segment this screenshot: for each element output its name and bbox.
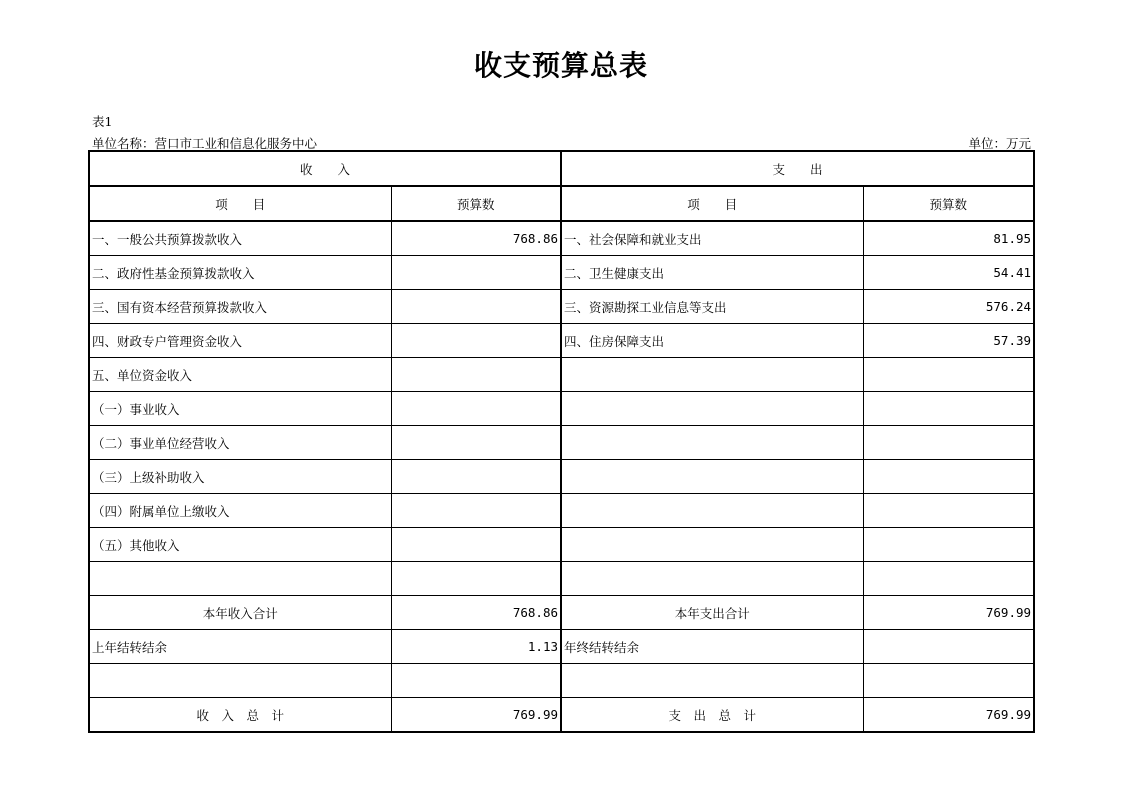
expense-value-cell <box>863 562 1034 596</box>
expense-item-cell: 一、社会保障和就业支出 <box>561 221 863 256</box>
expense-item-header: 项 目 <box>561 186 863 221</box>
income-item-cell: （二）事业单位经营收入 <box>89 426 391 460</box>
income-item-cell: （五）其他收入 <box>89 528 391 562</box>
income-item-cell: （四）附属单位上缴收入 <box>89 494 391 528</box>
expense-value-cell <box>863 528 1034 562</box>
income-item-cell: 二、政府性基金预算拨款收入 <box>89 256 391 290</box>
income-value-cell: 768.86 <box>391 596 561 630</box>
expense-value-cell <box>863 630 1034 664</box>
income-item-cell: 四、财政专户管理资金收入 <box>89 324 391 358</box>
income-item-cell <box>89 664 391 698</box>
income-header: 收 入 <box>89 151 561 186</box>
expense-value-cell <box>863 358 1034 392</box>
income-value-cell <box>391 426 561 460</box>
expense-value-cell <box>863 664 1034 698</box>
expense-budget-header: 预算数 <box>863 186 1034 221</box>
expense-item-cell: 三、资源勘探工业信息等支出 <box>561 290 863 324</box>
income-budget-header: 预算数 <box>391 186 561 221</box>
expense-value-cell: 769.99 <box>863 596 1034 630</box>
table-row <box>89 256 1034 290</box>
income-value-cell <box>391 324 561 358</box>
expense-item-cell <box>561 494 863 528</box>
income-item-cell: 收 入 总 计 <box>89 698 391 733</box>
expense-item-cell <box>561 392 863 426</box>
income-item-cell: 上年结转结余 <box>89 630 391 664</box>
expense-value-cell <box>863 392 1034 426</box>
table-row <box>89 392 1034 426</box>
income-value-cell <box>391 562 561 596</box>
table-row <box>89 460 1034 494</box>
expense-item-cell: 四、住房保障支出 <box>561 324 863 358</box>
table-number: 表1 <box>92 114 113 129</box>
income-value-cell <box>391 358 561 392</box>
income-value-cell <box>391 460 561 494</box>
expense-item-cell: 二、卫生健康支出 <box>561 256 863 290</box>
table-row <box>89 358 1034 392</box>
expense-item-cell: 年终结转结余 <box>561 630 863 664</box>
expense-item-cell <box>561 358 863 392</box>
year-total-row <box>89 596 1034 630</box>
expense-value-cell: 576.24 <box>863 290 1034 324</box>
expense-value-cell <box>863 494 1034 528</box>
income-item-cell: 五、单位资金收入 <box>89 358 391 392</box>
income-item-cell: 三、国有资本经营预算拨款收入 <box>89 290 391 324</box>
expense-item-cell <box>561 426 863 460</box>
income-value-cell <box>391 290 561 324</box>
table-row <box>89 324 1034 358</box>
table-row <box>89 426 1034 460</box>
header-row-columns <box>89 186 1034 221</box>
income-value-cell: 768.86 <box>391 221 561 256</box>
blank-row <box>89 664 1034 698</box>
income-value-cell: 769.99 <box>391 698 561 733</box>
header-row-sections <box>89 151 1034 186</box>
currency-unit: 单位：万元 <box>968 136 1031 151</box>
income-value-cell: 1.13 <box>391 630 561 664</box>
expense-value-cell <box>863 426 1034 460</box>
expense-item-cell <box>561 562 863 596</box>
income-value-cell <box>391 528 561 562</box>
carry-over-row <box>89 630 1034 664</box>
table-row <box>89 290 1034 324</box>
expense-item-cell <box>561 664 863 698</box>
income-value-cell <box>391 256 561 290</box>
expense-value-cell: 81.95 <box>863 221 1034 256</box>
expense-item-cell: 支 出 总 计 <box>561 698 863 733</box>
page-title: 收支预算总表 <box>473 49 648 82</box>
budget-table <box>88 150 1035 733</box>
income-value-cell <box>391 664 561 698</box>
income-item-cell: 一、一般公共预算拨款收入 <box>89 221 391 256</box>
income-item-header: 项 目 <box>89 186 391 221</box>
income-value-cell <box>391 392 561 426</box>
table-row <box>89 494 1034 528</box>
expense-value-cell: 54.41 <box>863 256 1034 290</box>
income-value-cell <box>391 494 561 528</box>
expense-item-cell: 本年支出合计 <box>561 596 863 630</box>
expense-item-cell <box>561 528 863 562</box>
expense-value-cell <box>863 460 1034 494</box>
unit-name: 单位名称：营口市工业和信息化服务中心 <box>92 136 318 151</box>
table-row <box>89 528 1034 562</box>
expense-item-cell <box>561 460 863 494</box>
expense-value-cell: 769.99 <box>863 698 1034 733</box>
income-item-cell: （一）事业收入 <box>89 392 391 426</box>
income-item-cell: 本年收入合计 <box>89 596 391 630</box>
table-row <box>89 562 1034 596</box>
income-item-cell: （三）上级补助收入 <box>89 460 391 494</box>
expense-value-cell: 57.39 <box>863 324 1034 358</box>
table-row <box>89 221 1034 256</box>
expense-header: 支 出 <box>561 151 1034 186</box>
income-item-cell <box>89 562 391 596</box>
grand-total-row <box>89 698 1034 733</box>
